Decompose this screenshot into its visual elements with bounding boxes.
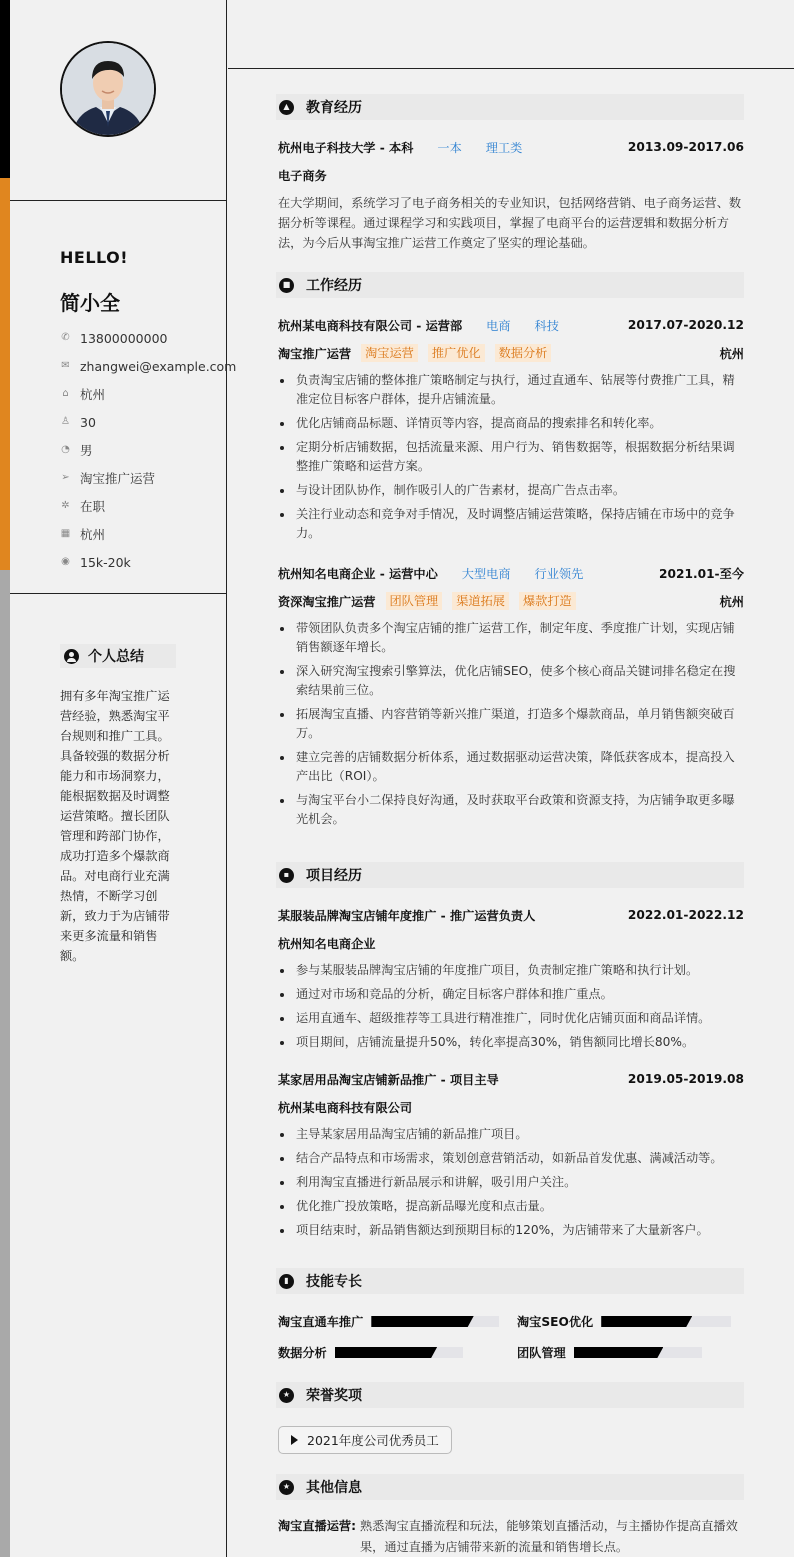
avatar-photo [62, 43, 154, 135]
other-text: 熟悉淘宝直播流程和玩法，能够策划直播活动，与主播协作提高直播效果，通过直播为店铺带来新的流量和销售增长点。 [360, 1519, 738, 1554]
contact-info-text: 30 [80, 414, 96, 430]
avatar [60, 41, 156, 137]
skill-tag: 团队管理 [386, 592, 443, 610]
skill-bar [574, 1347, 702, 1358]
contact-info-item [60, 408, 236, 436]
list-item: 关注行业动态和竞争对手情况，及时调整店铺运营策略，保持店铺在市场中的竞争力。 [278, 505, 744, 543]
project-date: 2019.05-2019.08 [627, 1072, 744, 1086]
company-tag: 科技 [534, 318, 559, 333]
main-content [228, 0, 794, 1557]
skill-bar-fill [371, 1316, 473, 1327]
contact-info-text: 杭州 [80, 527, 106, 542]
list-item: 通过对市场和竞品的分析，确定目标客户群体和推广重点。 [278, 985, 744, 1004]
major-row [278, 165, 744, 185]
candidate-name: 简小全 [60, 291, 120, 315]
contact-info-text: zhangwei@example.com [80, 358, 237, 374]
job-header [278, 315, 744, 335]
job-date: 2021.01-至今 [659, 566, 744, 581]
company-name: 杭州知名电商企业 - 运营中心 [278, 566, 438, 581]
sidebar [10, 0, 237, 1557]
project-bullets [278, 1125, 744, 1245]
contact-info-item [60, 436, 236, 464]
education-title: 教育经历 [306, 100, 362, 116]
skill-tag: 渠道拓展 [452, 592, 509, 610]
contact-info-text: 男 [80, 443, 93, 458]
list-item: 优化推广投放策略，提高新品曝光度和点击量。 [278, 1197, 744, 1216]
skill-item [278, 1344, 463, 1361]
honors-title: 荣誉奖项 [306, 1388, 362, 1404]
school-name: 杭州电子科技大学 - 本科 [278, 140, 414, 155]
award-item[interactable] [278, 1426, 452, 1454]
skill-item [517, 1313, 731, 1330]
job-role-row [278, 591, 744, 611]
list-item: 优化店铺商品标题、详情页等内容，提高商品的搜索排名和转化率。 [278, 414, 744, 433]
major: 电子商务 [278, 168, 327, 183]
other-heading [276, 1474, 744, 1500]
education-row [278, 137, 744, 157]
company-tag: 行业领先 [534, 566, 584, 581]
user-circle-icon [64, 649, 79, 664]
project-org-row [278, 1097, 744, 1117]
list-item: 深入研究淘宝搜索引擎算法，优化店铺SEO，使多个核心商品关键词排名稳定在搜索结果前三位。 [278, 662, 744, 700]
greeting: HELLO! [60, 248, 129, 267]
project-header [278, 905, 744, 925]
graduation-cap-icon: ▲ [279, 100, 294, 115]
list-item: 负责淘宝店铺的整体推广策略制定与执行，通过直通车、钻展等付费推广工具，精准定位目标客户群体，提升店铺流量。 [278, 371, 744, 409]
project-org-row [278, 933, 744, 953]
salary-icon: ◉ [61, 556, 70, 567]
list-item: 建立完善的店铺数据分析体系，通过数据驱动运营决策，降低获客成本，提高投入产出比（ROI）。 [278, 748, 744, 786]
job-date: 2017.07-2020.12 [627, 318, 744, 332]
skill-tag: 数据分析 [495, 344, 552, 362]
contact-info-item [60, 324, 236, 352]
project-date: 2022.01-2022.12 [627, 908, 744, 922]
list-item: 项目期间，店铺流量提升50%，转化率提高30%，销售额同比增长80%。 [278, 1033, 744, 1052]
contact-info-text: 15k-20k [80, 554, 131, 570]
job-header [278, 563, 744, 583]
job-bullets [278, 371, 744, 548]
skill-tag: 淘宝运营 [361, 344, 418, 362]
color-strip-middle [0, 178, 10, 570]
summary-heading [60, 644, 176, 668]
skill-item [278, 1313, 499, 1330]
school-tag: 理工类 [485, 140, 523, 155]
education-description: 在大学期间，系统学习了电子商务相关的专业知识，包括网络营销、电子商务运营、数据分析等课程。通过课程学习和实践项目，掌握了电商平台的运营逻辑和数据分析方法，为今后从事淘宝推广运营工作奠定了坚实的理论基础。 [278, 196, 742, 250]
list-item: 参与某服装品牌淘宝店铺的年度推广项目，负责制定推广策略和执行计划。 [278, 961, 744, 980]
list-item: 拓展淘宝直播、内容营销等新兴推广渠道，打造多个爆款商品，单月销售额突破百万。 [278, 705, 744, 743]
contact-info-list [60, 324, 236, 576]
contact-info-item [60, 352, 236, 380]
list-item: 利用淘宝直播进行新品展示和讲解，吸引用户关注。 [278, 1173, 744, 1192]
skill-tag: 推广优化 [428, 344, 485, 362]
school-tag: 一本 [437, 140, 462, 155]
skill-bar-fill [601, 1316, 692, 1327]
job-role: 资深淘宝推广运营 [278, 594, 376, 609]
honors-heading [276, 1382, 744, 1408]
job-city: 杭州 [719, 346, 744, 361]
send-icon: ➢ [61, 472, 70, 483]
project-org: 杭州知名电商企业 [278, 936, 376, 951]
phone-icon: ✆ [61, 332, 70, 343]
other-label: 淘宝直播运营: [278, 1519, 356, 1533]
play-triangle-icon [291, 1435, 298, 1445]
skills-heading [276, 1268, 744, 1294]
contact-info-text: 杭州 [80, 387, 106, 402]
color-strip-top [0, 0, 10, 178]
work-heading [276, 272, 744, 298]
divider [10, 200, 227, 201]
contact-info-item [60, 380, 236, 408]
projects-title: 项目经历 [306, 868, 362, 884]
grid-icon: ▪ [279, 868, 294, 883]
mail-icon: ✉ [61, 360, 70, 371]
projects-heading [276, 862, 744, 888]
contact-info-item [60, 464, 236, 492]
gender-icon: ◔ [61, 444, 70, 455]
skill-bar [371, 1316, 499, 1327]
education-date: 2013.09-2017.06 [627, 140, 744, 154]
skill-name: 团队管理 [517, 1346, 566, 1360]
divider [10, 593, 227, 594]
list-item: 主导某家居用品淘宝店铺的新品推广项目。 [278, 1125, 744, 1144]
job-bullets [278, 619, 744, 834]
contact-info-text: 13800000000 [80, 330, 168, 346]
list-item: 与淘宝平台小二保持良好沟通，及时获取平台政策和资源支持，为店铺争取更多曝光机会。 [278, 791, 744, 829]
contact-info-text: 淘宝推广运营 [80, 471, 156, 486]
contact-info-item [60, 548, 236, 576]
project-bullets [278, 961, 744, 1057]
summary-title: 个人总结 [88, 649, 144, 665]
award-icon: ★ [279, 1480, 294, 1495]
other-info [278, 1516, 744, 1557]
list-item: 带领团队负责多个淘宝店铺的推广运营工作，制定年度、季度推广计划，实现店铺销售额逐年增长。 [278, 619, 744, 657]
summary-text: 拥有多年淘宝推广运营经验，熟悉淘宝平台规则和推广工具。具备较强的数据分析能力和市场洞察力，能根据数据及时调整运营策略。擅长团队管理和跨部门协作，成功打造多个爆款商品。对电商行业充满热情，不断学习创新，致力于为店铺带来更多流量和销售额。 [60, 689, 170, 963]
color-strip-bottom [0, 570, 10, 1557]
work-title: 工作经历 [306, 278, 362, 294]
skill-name: 数据分析 [278, 1346, 327, 1360]
skill-name: 淘宝SEO优化 [517, 1315, 594, 1329]
company-tag: 电商 [486, 318, 511, 333]
home-icon: ⌂ [62, 388, 69, 399]
company-name: 杭州某电商科技有限公司 - 运营部 [278, 318, 463, 333]
job-role: 淘宝推广运营 [278, 346, 352, 361]
skill-tag: 爆款打造 [519, 592, 576, 610]
divider [228, 68, 794, 69]
list-item: 与设计团队协作，制作吸引人的广告素材，提高广告点击率。 [278, 481, 744, 500]
skill-bar-fill [335, 1347, 437, 1358]
award-icon: ★ [279, 1388, 294, 1403]
skill-item [517, 1344, 702, 1361]
company-tag: 大型电商 [461, 566, 511, 581]
skill-name: 淘宝直通车推广 [278, 1315, 364, 1329]
job-role-row [278, 343, 744, 363]
other-title: 其他信息 [306, 1480, 362, 1496]
project-org: 杭州某电商科技有限公司 [278, 1100, 413, 1115]
building-icon: ▦ [60, 528, 71, 539]
education-heading [276, 94, 744, 120]
project-header [278, 1069, 744, 1089]
skill-bar [335, 1347, 463, 1358]
contact-info-item [60, 520, 236, 548]
job-city: 杭州 [719, 594, 744, 609]
status-icon: ✲ [61, 500, 70, 511]
age-icon: ♙ [61, 416, 70, 427]
contact-info-item [60, 492, 236, 520]
list-item: 项目结束时，新品销售额达到预期目标的120%，为店铺带来了大量新客户。 [278, 1221, 744, 1240]
list-item: 结合产品特点和市场需求，策划创意营销活动，如新品首发优惠、满减活动等。 [278, 1149, 744, 1168]
list-item: 运用直通车、超级推荐等工具进行精准推广，同时优化店铺页面和商品详情。 [278, 1009, 744, 1028]
skills-title: 技能专长 [306, 1274, 362, 1290]
bar-chart-icon: ▮ [279, 1274, 294, 1289]
project-name: 某家居用品淘宝店铺新品推广 - 项目主导 [278, 1072, 499, 1087]
award-name: 2021年度公司优秀员工 [307, 1433, 439, 1448]
skill-bar [601, 1316, 731, 1327]
project-name: 某服装品牌淘宝店铺年度推广 - 推广运营负责人 [278, 908, 536, 923]
skill-bar-fill [574, 1347, 664, 1358]
list-item: 定期分析店铺数据，包括流量来源、用户行为、销售数据等，根据数据分析结果调整推广策略和运营方案。 [278, 438, 744, 476]
contact-info-text: 在职 [80, 499, 106, 514]
briefcase-icon: ■ [279, 278, 294, 293]
